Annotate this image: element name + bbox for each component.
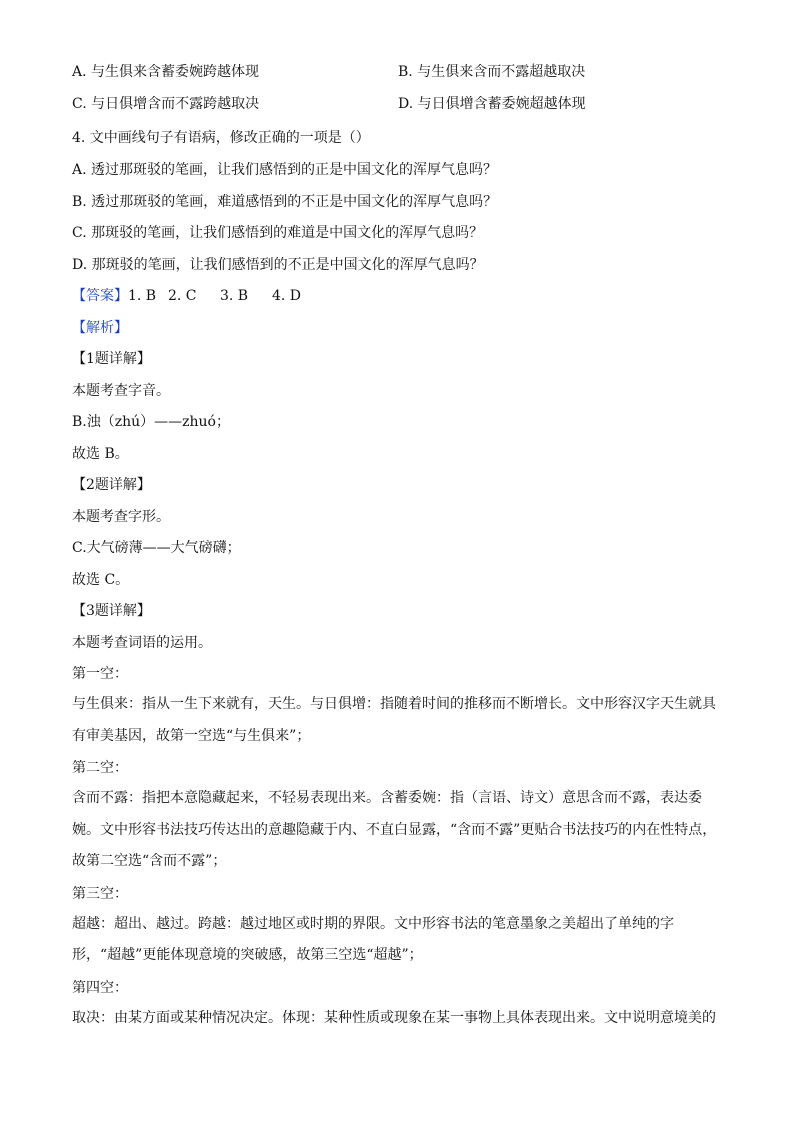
blank-1-text: 与生俱来：指从一生下来就有，天生。与日俱增：指随着时间的推移而不断增长。文中形容汉字天生就具有审美基因，故第一空选“与生俱来”； bbox=[72, 696, 716, 744]
q2-heading: 【2题详解】 bbox=[72, 477, 151, 493]
q1-line-3: 故选 B。 bbox=[72, 446, 129, 462]
q3-options-row-1 bbox=[72, 62, 722, 82]
answer-item-1: 1. B bbox=[128, 288, 157, 304]
question-4-option-b: B. 透过那斑驳的笔画，难道感悟到的不正是中国文化的浑厚气息吗？ bbox=[72, 194, 498, 210]
blank-2-text: 含而不露：指把本意隐藏起来，不轻易表现出来。含蓄委婉：指（言语、诗文）意思含而不露，表达委婉。文中形容书法技巧传达出的意趣隐藏于内、不直白显露，“含而不露”更贴合书法技巧的内在性特点，故第二空选“含而不露”； bbox=[72, 790, 717, 869]
question-4-option-c: C. 那斑驳的笔画，让我们感悟到的难道是中国文化的浑厚气息吗？ bbox=[72, 225, 484, 241]
blank-4-text: 取决：由某方面或某种情况决定。体现：某种性质或现象在某一事物上具体表现出来。文中说明意境美的 bbox=[72, 1009, 716, 1026]
q3-heading: 【3题详解】 bbox=[72, 603, 151, 619]
q2-line-1: 本题考查字形。 bbox=[72, 509, 170, 525]
answer-item-4: 4. D bbox=[272, 288, 302, 304]
blank-1-label: 第一空： bbox=[72, 666, 128, 682]
question-4 bbox=[72, 128, 720, 1034]
answer-tag: 【答案】 bbox=[72, 288, 128, 304]
blank-2-label: 第二空： bbox=[72, 760, 128, 776]
question-4-option-d: D. 那斑驳的笔画，让我们感悟到的不正是中国文化的浑厚气息吗？ bbox=[72, 257, 484, 273]
q3-option-c: C. 与日俱增含而不露跨越取决 bbox=[72, 96, 260, 112]
q1-line-2: B.浊（zhú）——zhuó； bbox=[72, 414, 230, 430]
question-4-stem: 4. 文中画线句子有语病，修改正确的一项是（） bbox=[72, 130, 370, 146]
blank-3-text: 超越：超出、越过。跨越：越过地区或时期的界限。文中形容书法的笔意墨象之美超出了单纯的字形，“超越”更能体现意境的突破感，故第三空选“超越”； bbox=[72, 915, 674, 963]
answer-line bbox=[72, 286, 720, 306]
q3-line-1: 本题考查词语的运用。 bbox=[72, 635, 212, 651]
q2-line-2: C.大气磅薄——大气磅礴； bbox=[72, 540, 241, 556]
q1-heading: 【1题详解】 bbox=[72, 351, 151, 367]
q3-option-b: B. 与生俱来含而不露超越取决 bbox=[398, 64, 586, 80]
document-page bbox=[72, 62, 722, 1026]
q3-option-d: D. 与日俱增含蓄委婉超越体现 bbox=[398, 96, 586, 112]
analysis-tag: 【解析】 bbox=[72, 320, 128, 336]
q3-options-row-2 bbox=[72, 94, 722, 114]
q1-line-1: 本题考查字音。 bbox=[72, 383, 170, 399]
blank-3-label: 第三空： bbox=[72, 885, 128, 902]
answer-item-2: 2. C bbox=[168, 288, 197, 304]
blank-4-label: 第四空： bbox=[72, 979, 128, 996]
q3-option-a: A. 与生俱来含蓄委婉跨越体现 bbox=[72, 64, 260, 80]
answer-item-3: 3. B bbox=[220, 288, 249, 304]
question-4-option-a: A. 透过那斑驳的笔画，让我们感悟到的正是中国文化的浑厚气息吗？ bbox=[72, 162, 498, 178]
q2-line-3: 故选 C。 bbox=[72, 572, 130, 588]
